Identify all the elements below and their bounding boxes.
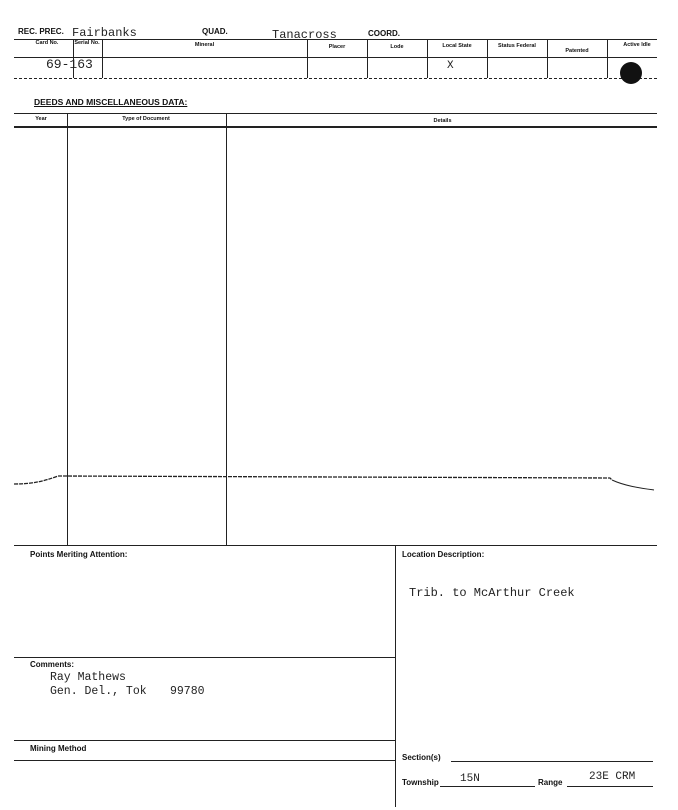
quad-value: Tanacross xyxy=(272,28,337,42)
points-meriting-attention-label: Points Meriting Attention: xyxy=(30,550,128,559)
col-header-serial-no: Serial No. xyxy=(74,40,100,46)
rec-prec-label: REC. PREC. xyxy=(18,27,64,36)
col-header-active-idle: Active Idle xyxy=(623,42,651,48)
sections-underline xyxy=(451,761,653,762)
deeds-bottom-rule xyxy=(14,545,657,546)
active-status-dot xyxy=(620,62,642,84)
comments-top-rule xyxy=(14,657,395,658)
sections-label: Section(s) xyxy=(402,753,441,762)
col-divider xyxy=(547,39,548,78)
card-no-value: 69-163 xyxy=(46,57,93,72)
mining-method-underline xyxy=(14,760,395,761)
township-value: 15N xyxy=(460,773,480,785)
mining-method-label: Mining Method xyxy=(30,744,87,753)
comments-label: Comments: xyxy=(30,660,75,669)
range-underline xyxy=(567,786,653,787)
deeds-section-title: DEEDS AND MISCELLANEOUS DATA: xyxy=(34,97,188,107)
col-header-mineral: Mineral xyxy=(194,42,215,48)
deeds-col-year: Year xyxy=(35,116,47,122)
quad-label: QUAD. xyxy=(202,27,228,36)
page-seam xyxy=(0,466,678,496)
deeds-col-details: Details xyxy=(433,118,452,124)
comments-zip: 99780 xyxy=(170,685,205,698)
coord-label: COORD. xyxy=(368,29,400,38)
location-description-label: Location Description: xyxy=(402,550,485,559)
location-description-text: Trib. to McArthur Creek xyxy=(409,586,575,600)
local-state-mark: X xyxy=(447,60,454,72)
col-header-lode: Lode xyxy=(390,44,404,50)
deeds-top-rule xyxy=(14,113,657,114)
deeds-col-type: Type of Document xyxy=(122,116,170,122)
range-value: 23E CRM xyxy=(589,771,636,783)
col-divider xyxy=(487,39,488,78)
col-header-placer: Placer xyxy=(328,44,346,50)
col-header-card-no: Card No. xyxy=(35,40,59,46)
deeds-header-rule xyxy=(14,126,657,128)
township-underline xyxy=(440,786,535,787)
table-header-rule xyxy=(14,57,657,58)
table-bottom-rule xyxy=(14,78,657,79)
col-divider xyxy=(607,39,608,78)
comments-address: Gen. Del., Tok xyxy=(50,685,147,698)
comments-name: Ray Mathews xyxy=(50,671,126,684)
col-header-patented: Patented xyxy=(565,48,589,54)
col-header-status-federal: Status Federal xyxy=(498,43,536,49)
rec-prec-value: Fairbanks xyxy=(72,26,137,40)
range-label: Range xyxy=(538,778,563,787)
col-header-local-state: Local State xyxy=(442,43,472,49)
township-label: Township xyxy=(402,778,439,787)
table-top-rule xyxy=(14,39,657,40)
lower-center-divider xyxy=(395,545,396,807)
col-divider xyxy=(427,39,428,78)
mining-method-top-rule xyxy=(14,740,395,741)
